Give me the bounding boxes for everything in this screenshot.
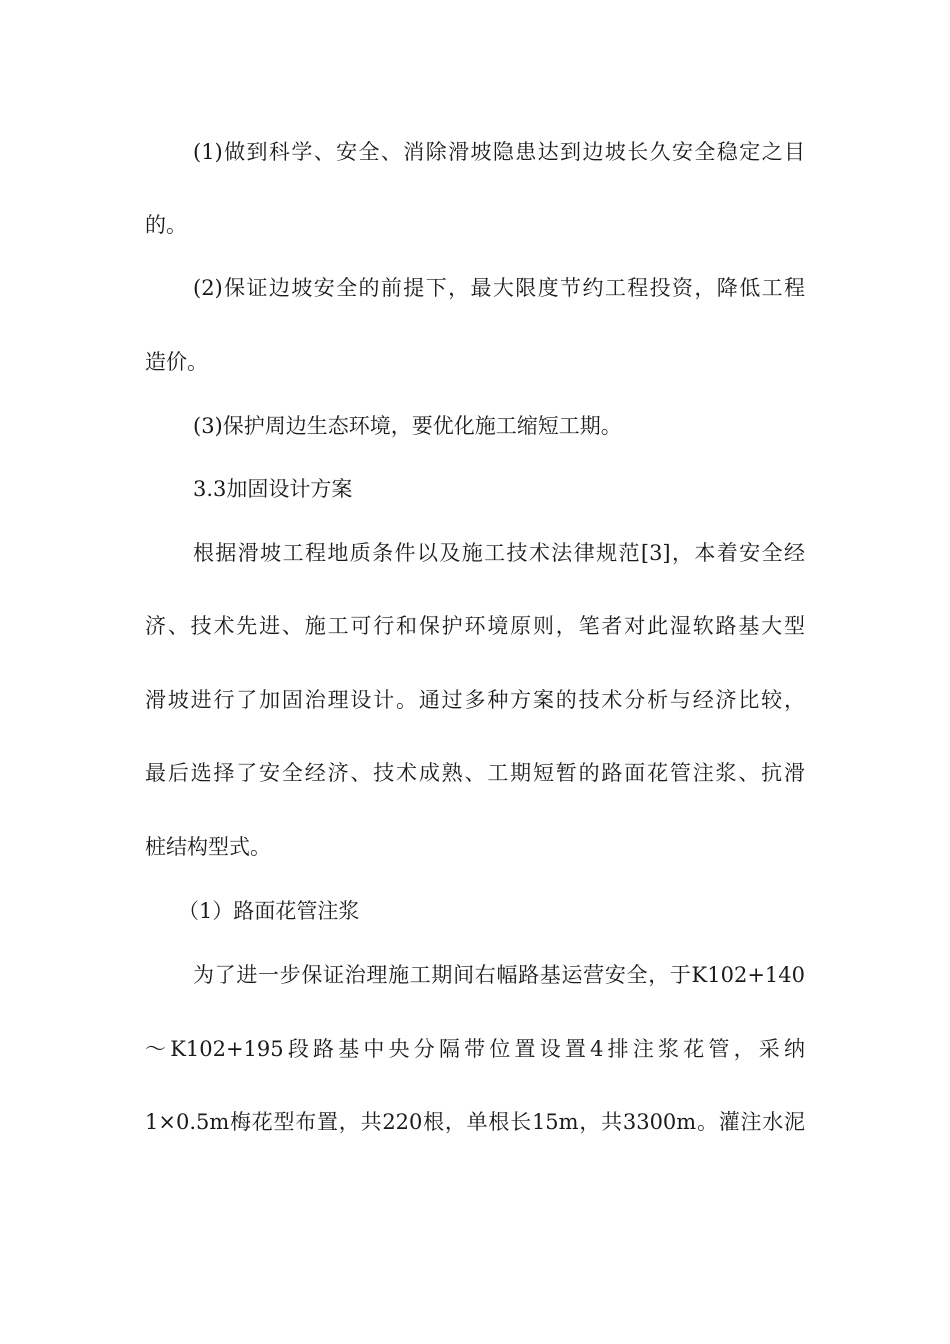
- subsection-heading: （1）路面花管注浆: [178, 899, 360, 923]
- paragraph-line: 桩结构型式。: [145, 835, 271, 859]
- section-heading: 3.3加固设计方案: [193, 477, 353, 501]
- paragraph-line: 济、技术先进、施工可行和保护环境原则，笔者对此湿软路基大型: [145, 614, 805, 638]
- paragraph-line: ～K102+195段路基中央分隔带位置设置4排注浆花管，采纳: [145, 1037, 805, 1061]
- paragraph-line: 的。: [145, 213, 187, 237]
- paragraph-line: 最后选择了安全经济、技术成熟、工期短暂的路面花管注浆、抗滑: [145, 761, 805, 785]
- paragraph-line: (1)做到科学、安全、消除滑坡隐患达到边坡长久安全稳定之目: [193, 140, 805, 164]
- paragraph-line: (3)保护周边生态环境，要优化施工缩短工期。: [193, 414, 622, 438]
- paragraph-line: 根据滑坡工程地质条件以及施工技术法律规范[3]，本着安全经: [193, 541, 805, 565]
- paragraph-line: 为了进一步保证治理施工期间右幅路基运营安全，于K102+140: [193, 963, 805, 987]
- paragraph-line: 滑坡进行了加固治理设计。通过多种方案的技术分析与经济比较，: [145, 688, 805, 712]
- paragraph-line: 造价。: [145, 350, 208, 374]
- paragraph-line: (2)保证边坡安全的前提下，最大限度节约工程投资，降低工程: [193, 276, 805, 300]
- paragraph-line: 1×0.5m梅花型布置，共220根，单根长15m，共3300m。灌注水泥: [145, 1110, 805, 1134]
